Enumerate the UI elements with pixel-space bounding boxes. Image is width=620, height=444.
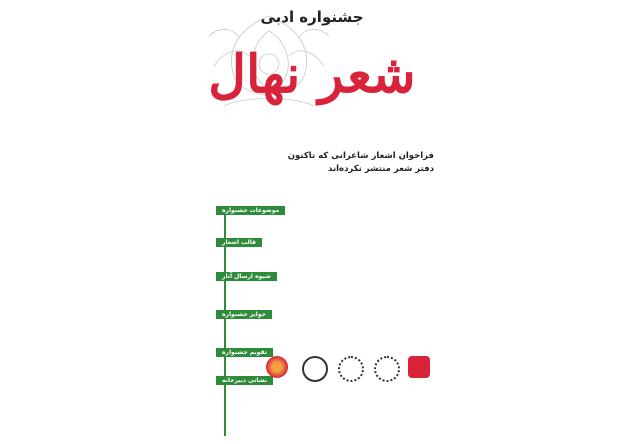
section-heading-topics: موضوعات جشنواره [216, 206, 285, 215]
section-text-block [210, 282, 430, 303]
sponsor-logos [266, 356, 436, 396]
sponsor-logo-5 [408, 356, 430, 378]
festival-subtitle [284, 150, 434, 176]
section-heading-submission: شیوه ارسال آثار [216, 272, 277, 281]
sponsor-logo-2 [302, 356, 328, 382]
section-heading-address: نشانی دبیرخانه [216, 376, 273, 385]
section-heading-forms: قالب اشعار [216, 238, 262, 247]
sponsor-logo-3 [338, 356, 364, 382]
section-text-block [210, 320, 430, 341]
festival-name: شعر نهال [208, 44, 416, 105]
section-text-block [210, 248, 430, 269]
sponsor-logo-1 [266, 356, 288, 378]
section-heading-prizes: جوایز جشنواره [216, 310, 272, 319]
sponsor-logo-4 [374, 356, 400, 382]
subtitle-line-1: فراخوان اشعار شاعرانی که تاکنون [287, 151, 434, 161]
section-heading-calendar: تقویم جشنواره [216, 348, 273, 357]
subtitle-line-2: دفتر شعر منتشر نکرده‌اند [328, 164, 434, 174]
section-text-block [210, 215, 430, 236]
festival-label: جشنواره ادبی [260, 8, 364, 26]
festival-poster [176, 0, 448, 444]
